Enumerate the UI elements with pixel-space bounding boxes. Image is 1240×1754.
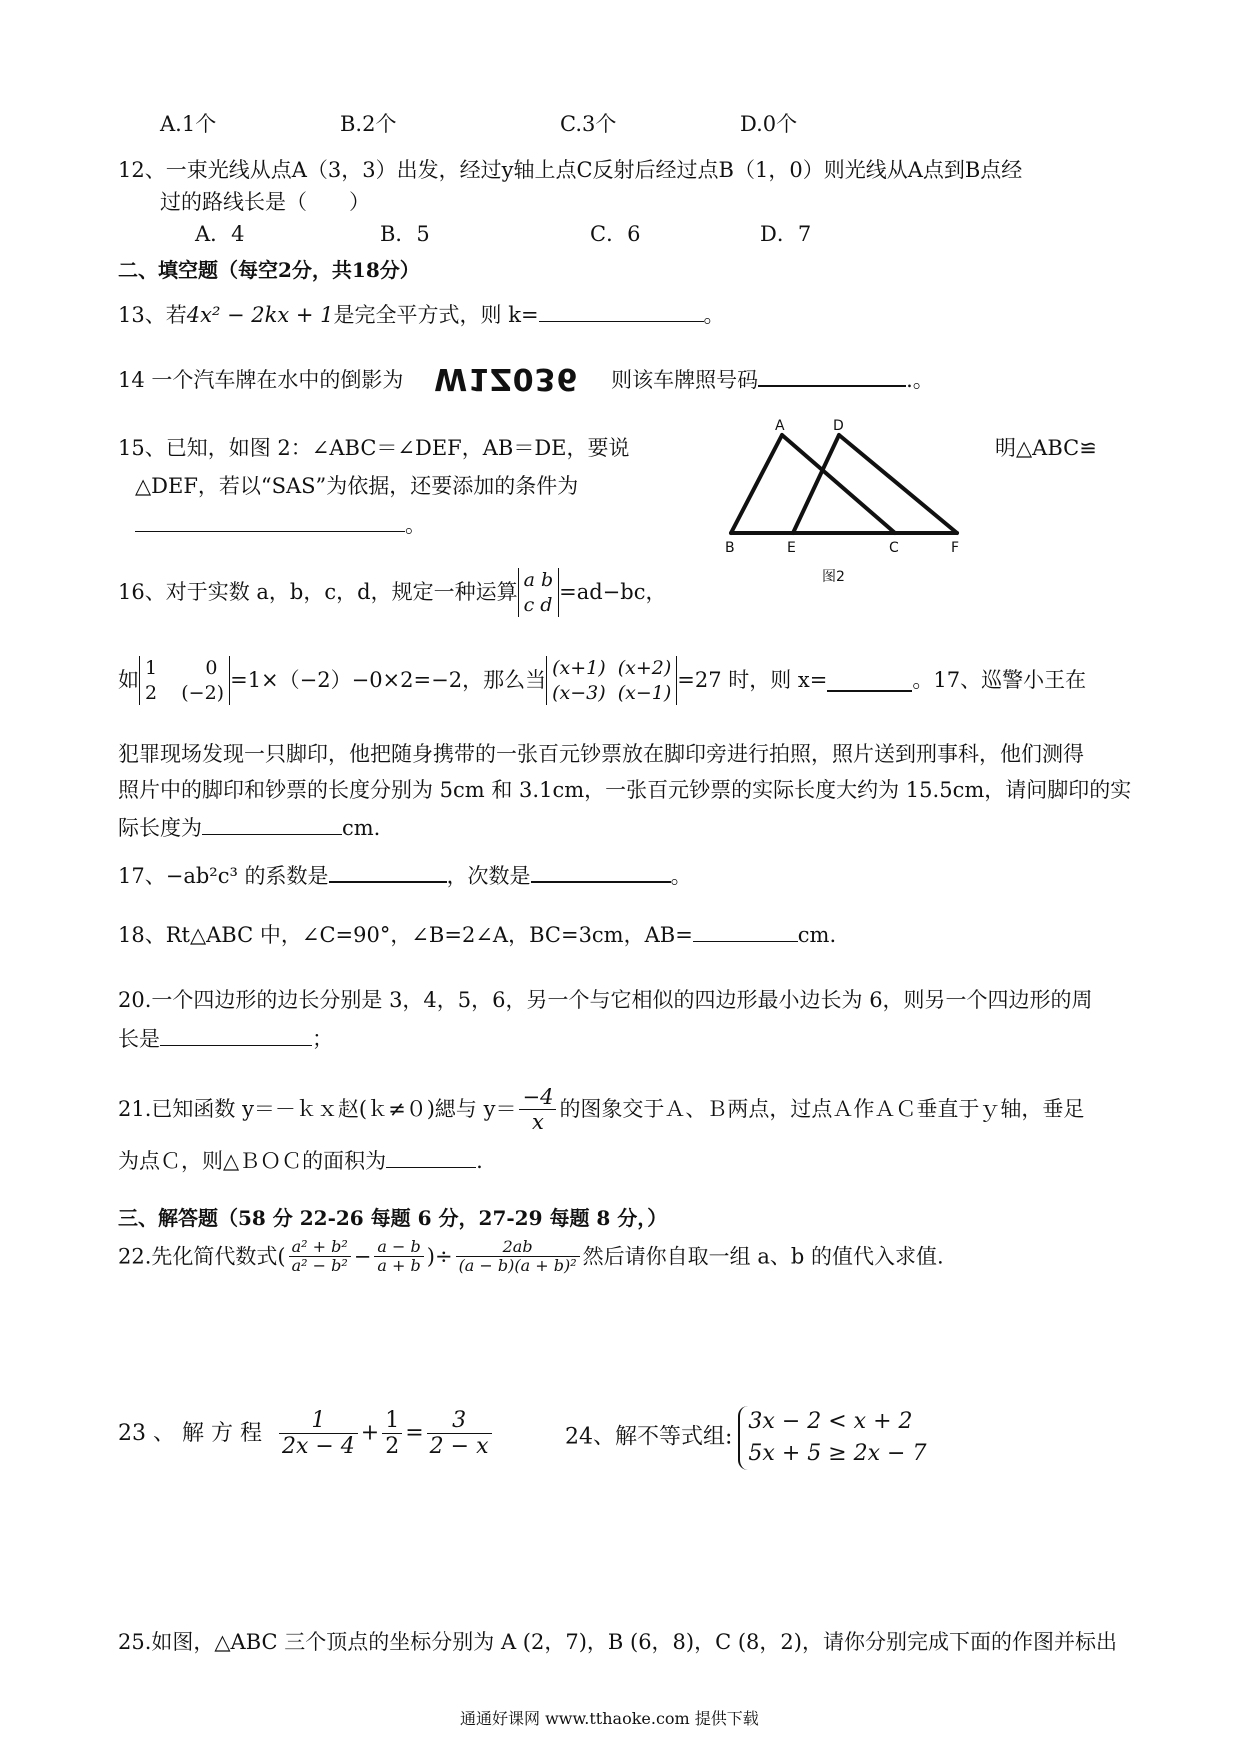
label-d: D [833,418,844,434]
q23-prefix: 23 、 解 方 程 [118,1420,262,1446]
q22-f2-numerator: a − b [374,1238,423,1257]
segment-ab [731,435,782,533]
q14-end: .。 [906,368,934,392]
q20-line2-prefix: 长是 [118,1027,160,1051]
q22: 22.先化简代数式( $\frac{\text{a² + b²}}{\text{a² − b²}}$ − $\frac{a - b}{a + b}$ )÷ $\frac{2ab}{\text{(a − b)(a + b)²}}$ 然后请你自取一组 a、b 的值代入求值. [118,1237,944,1276]
q16-answer-blank[interactable] [827,669,912,692]
q13-prefix: 13、若 [118,303,187,327]
q11-option-d: D.0个 [740,112,798,136]
q21-line2-end: . [476,1149,483,1173]
page-footer: 通通好课网 www.tthaoke.com 提供下载 [460,1709,759,1728]
figure-2-caption: 图2 [822,569,845,585]
q12-option-b: B．5 [380,222,430,246]
q16-line2-after: =27 时，则 x= [677,668,828,693]
q23-f1-denominator: 2x − 4 [281,1434,355,1460]
q16-determinant-question [546,656,677,705]
figure-2 [715,418,975,593]
q22-fraction-3 [456,1238,580,1276]
q14-answer-blank[interactable] [758,364,906,387]
q13-end: 。 [703,303,725,327]
label-b: B [725,540,735,556]
q24-inequality-1: 3x − 2 < x + 2 [748,1409,913,1434]
section3-heading: 三、解答题（58 分 22-26 每题 6 分，27-29 每题 8 分，） [118,1206,668,1230]
q14-prefix: 14 一个汽车牌在水中的倒影为 [118,368,404,392]
q20-line2 [118,1024,333,1052]
q22-fraction-1 [289,1238,351,1276]
q15-line1: 15、已知，如图 2：∠ABC＝∠DEF，AB＝DE，要说 [118,436,630,460]
q16-line1-prefix: 16、对于实数 a，b，c，d，规定一种运算 [118,580,518,605]
q22-fraction-2 [374,1238,423,1276]
q21-line1-suffix: 的图象交于Ａ、Ｂ两点，过点Ａ作ＡＣ垂直于ｙ轴，垂足 [559,1097,1085,1122]
q13-suffix: 是完全平方式，则 k= [333,303,539,327]
section2-heading: 二、填空题（每空2分，共18分） [118,258,420,282]
q17a-line3-end: cm. [342,816,381,840]
q23-fraction-2 [382,1408,402,1460]
q15-line3 [135,510,426,538]
q22-f3-denominator: (a − b)(a + b)² [458,1256,577,1276]
q18 [118,920,836,948]
label-e: E [787,540,796,556]
q22-f1-numerator: a² + b² [289,1238,351,1257]
q21-line2 [118,1146,483,1174]
q22-f2-denominator: a + b [377,1256,421,1276]
q16-line2 [118,656,1086,705]
q25-line1: 25.如图，△ABC 三个顶点的坐标分别为 A (2，7)，B (6，8)，C (8，2)，请你分别完成下面的作图并标出 [118,1630,1117,1654]
q21-line2-prefix: 为点Ｃ，则△ＢＯＣ的面积为 [118,1149,387,1173]
q24-prefix: 24、解不等式组: [565,1424,733,1450]
q17a-line2: 照片中的脚印和钞票的长度分别为 5cm 和 3.1cm，一张百元钞票的实际长度大约为 15.5cm，请问脚印的实 [118,778,1132,802]
det3-row2: (x−3) (x−1) [552,681,672,704]
segment-df [839,435,957,533]
q23-f3-numerator: 3 [427,1408,492,1434]
q14 [118,360,934,396]
det1-row1: a b [523,569,554,591]
label-f: F [951,540,960,556]
q12-option-a: A．4 [195,222,245,246]
q17a-line1: 犯罪现场发现一只脚印，他把随身携带的一张百元钞票放在脚印旁进行拍照，照片送到刑事科，他们测得 [118,742,1084,766]
q17a-line3 [118,813,380,841]
q11-option-c: C.3个 [560,112,617,136]
q16-line2-prefix: 如 [118,668,139,693]
q18-answer-blank[interactable] [693,920,798,942]
q11-option-a: A.1个 [160,112,217,136]
q17b-degree-blank[interactable] [531,860,671,883]
q15-end: 。 [405,513,426,537]
q21-answer-blank[interactable] [386,1146,476,1168]
q17b-prefix: 17、−ab²c³ 的系数是 [118,864,329,888]
q24-inequality-2: 5x + 5 ≥ 2x − 7 [748,1440,927,1466]
q23: 23 、 解 方 程 $\frac{1}{2x - 4}$ + $\frac{1}{2}$ = $\frac{3}{2 - x}$ [118,1408,495,1460]
q22-suffix: 然后请你自取一组 a、b 的值代入求值. [582,1244,944,1269]
q24 [565,1406,926,1470]
q23-f1-numerator: 1 [279,1408,358,1434]
q17a-line3-prefix: 际长度为 [118,816,202,840]
q15-line2: △DEF，若以“SAS”为依据，还要添加的条件为 [135,474,579,498]
q17b-coefficient-blank[interactable] [329,860,447,883]
q21-fraction [519,1085,556,1134]
q15-line1-right: 明△ABC≌ [995,436,1097,460]
q13-expression: 4x² − 2kx + 1 [186,303,334,327]
q14-middle: 则该车牌照号码 [611,368,759,392]
q21-fraction-denominator: x [532,1110,544,1135]
q13 [118,300,725,328]
q21-line1 [118,1085,1084,1134]
q23-f3-denominator: 2 − x [429,1434,489,1460]
q16-line2-end: 。17、巡警小王在 [912,668,1087,693]
q17a-answer-blank[interactable] [202,813,342,835]
q16-line2-mid: =1×（−2）−0×2=−2，那么当 [230,668,547,693]
q23-fraction-3 [427,1408,492,1460]
q20-answer-blank[interactable] [160,1024,312,1046]
q17b-end: 。 [670,864,692,888]
q20-line1: 20.一个四边形的边长分别是 3，4，5，6，另一个与它相似的四边形最小边长为 6，则另一个四边形的周 [118,988,1093,1012]
q23-fraction-1 [279,1408,358,1460]
q16-line1-suffix: =ad−bc， [559,580,667,605]
q22-f3-numerator: 2ab [456,1238,580,1257]
q13-answer-blank[interactable] [539,300,704,322]
q15-answer-blank[interactable] [135,510,405,532]
det1-row2: c d [523,593,553,616]
det2-row2: 2 (−2) [145,681,225,704]
label-a: A [775,418,785,434]
q18-text: 18、Rt△ABC 中，∠C=90°，∠B=2∠A，BC=3cm，AB= [118,923,693,947]
q11-option-b: B.2个 [340,112,397,136]
q23-f2-denominator: 2 [385,1434,400,1460]
q16-line1 [118,568,666,617]
q24-inequality-system [738,1406,926,1470]
q12-option-c: C．6 [590,222,641,246]
q22-f1-denominator: a² − b² [291,1256,348,1276]
q23-f2-numerator: 1 [382,1408,402,1434]
q18-end: cm. [797,923,837,947]
q21-line1-prefix: 21.已知函数 y＝－ｋｘ赵(ｋ≠０)緦与 y＝ [118,1097,517,1122]
q21-fraction-numerator: −4 [519,1085,556,1110]
q17b-mid: ，次数是 [446,864,531,888]
q12-line1: 12、一束光线从点A（3，3）出发，经过y轴上点C反射后经过点B（1，0）则光线从A点到B点经 [118,158,1023,182]
q14-mirrored-plate: W1Z036 [434,361,579,396]
q22-prefix: 22.先化简代数式 [118,1244,278,1269]
q16-determinant-example [139,656,230,705]
q20-line2-end: ； [312,1027,333,1051]
q12-option-d: D．7 [760,222,812,246]
det3-row1: (x+1) (x+2) [552,657,672,679]
q16-determinant-definition [518,568,560,617]
q17b [118,860,692,889]
q12-line2: 过的路线长是（ ） [160,190,370,214]
det2-row1: 1 0 [145,657,218,679]
label-c: C [889,540,899,556]
